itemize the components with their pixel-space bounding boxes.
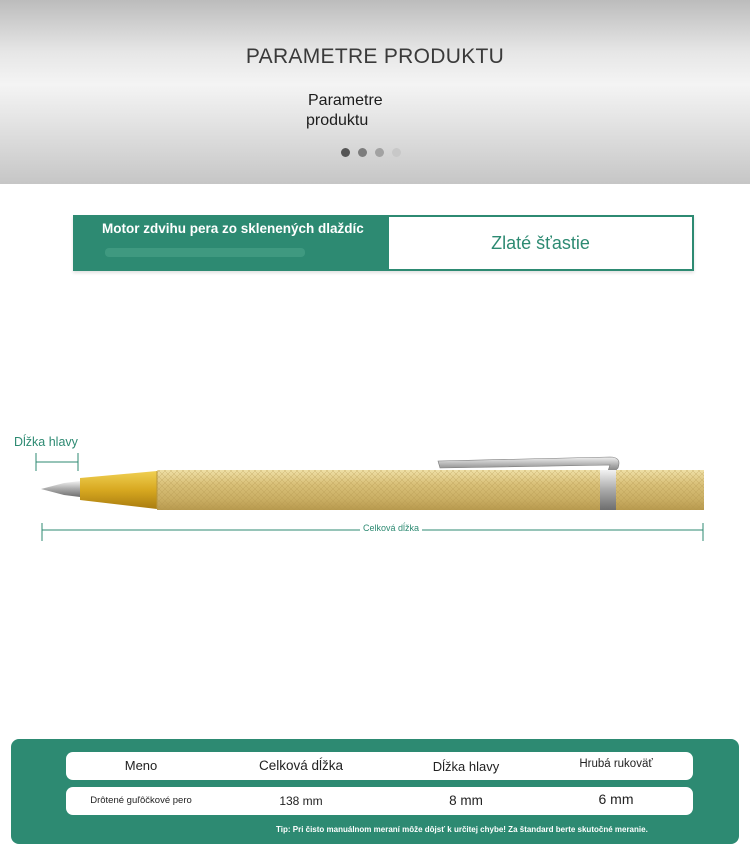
- total-length-label: Celková dĺžka: [360, 523, 422, 533]
- specifications-panel: [11, 739, 739, 844]
- pen-tip: [41, 481, 80, 497]
- banner-title: PARAMETRE PRODUKTU: [245, 45, 505, 68]
- product-name-panel: [75, 217, 389, 269]
- spec-header-head-length: Dĺžka hlavy: [432, 759, 500, 774]
- carousel-dot-3[interactable]: [375, 148, 384, 157]
- carousel-dot-1[interactable]: [341, 148, 350, 157]
- banner-subtitle-line1: Parametre: [308, 92, 383, 109]
- spec-value-name: Drôtené guľôčkové pero: [90, 795, 192, 806]
- spec-header-name: Meno: [124, 758, 158, 773]
- carousel-dot-2[interactable]: [358, 148, 367, 157]
- spec-value-total-length: 138 mm: [279, 794, 323, 808]
- measurement-tip: Tip: Pri čisto manuálnom meraní môže dôjsť k určitej chybe! Za štandard berte skutočné meranie.: [276, 825, 648, 834]
- banner-subtitle-line2: produktu: [306, 112, 369, 129]
- head-length-label: Dĺžka hlavy: [14, 435, 78, 449]
- product-name: Motor zdvihu pera zo sklenených dlaždíc: [102, 221, 364, 236]
- spec-value-head-length: 8 mm: [449, 793, 483, 808]
- spec-value-grip: 6 mm: [598, 791, 634, 807]
- pen-cone: [80, 471, 157, 509]
- carousel-dot-4[interactable]: [392, 148, 401, 157]
- spec-header-grip: Hrubá rukoväť: [579, 758, 653, 770]
- product-info-bar: [73, 215, 694, 271]
- spec-header-total-length: Celková dĺžka: [258, 758, 344, 773]
- pen-ring: [600, 470, 616, 510]
- product-parameters-banner: [0, 0, 750, 184]
- spec-header-row: [66, 752, 693, 780]
- banner-subtitle: [306, 91, 416, 131]
- product-color: Zlaté šťastie: [491, 233, 590, 253]
- product-name-underline: [105, 248, 305, 257]
- spec-value-row: [66, 787, 693, 815]
